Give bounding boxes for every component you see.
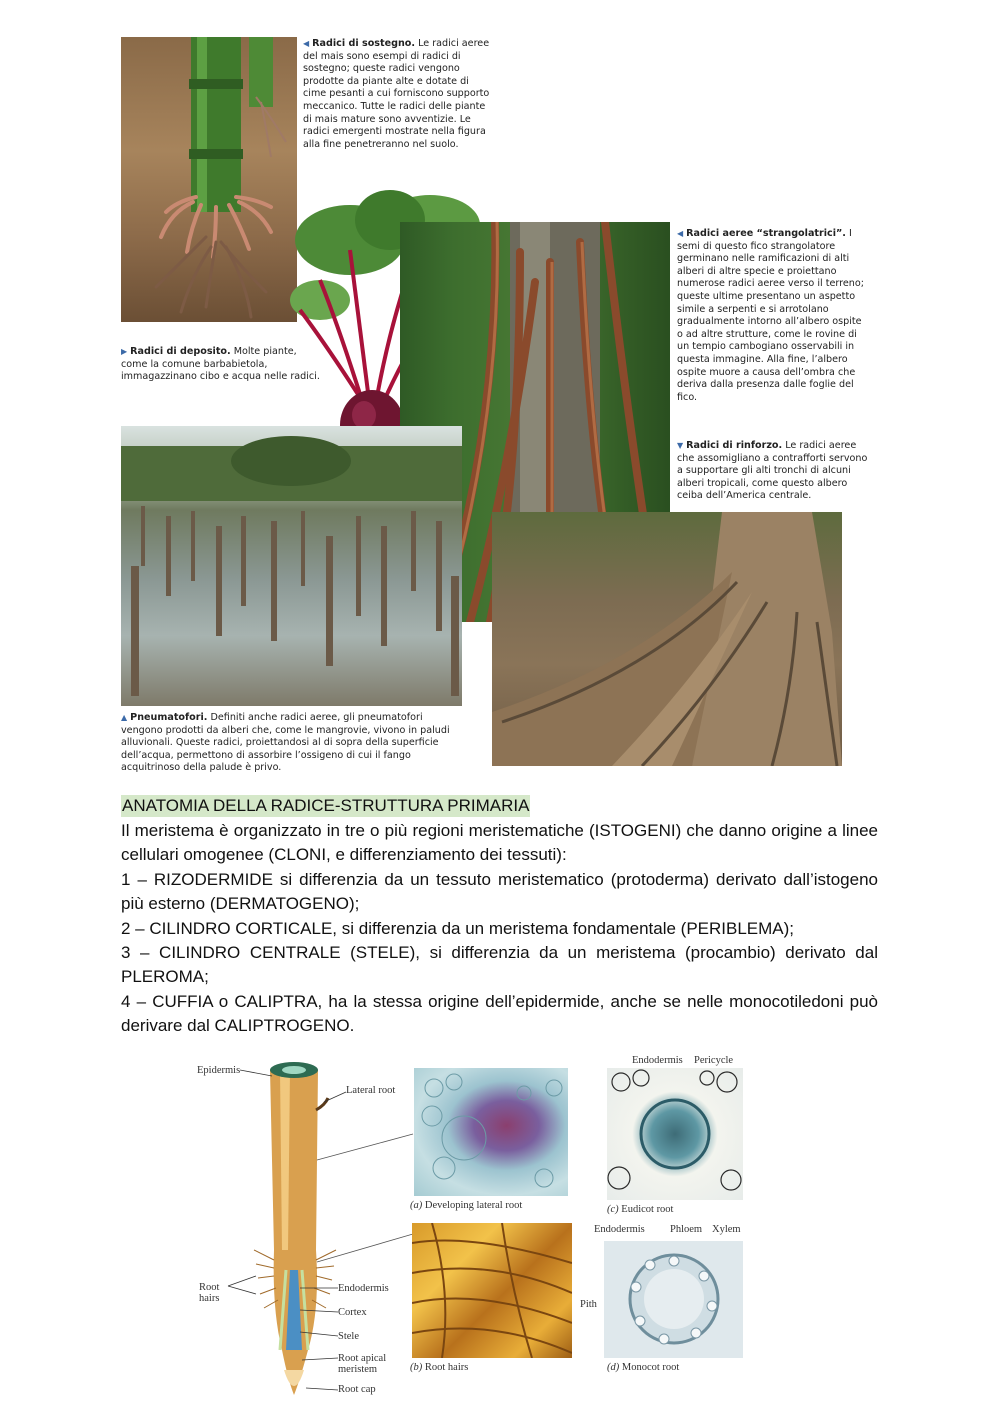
label-pith: Pith xyxy=(580,1299,597,1310)
leader-line xyxy=(322,1090,350,1106)
label-root-cap: Root cap xyxy=(338,1384,376,1395)
label-lateral-root: Lateral root xyxy=(346,1085,396,1096)
label-cortex: Cortex xyxy=(338,1307,367,1318)
caption-d: (d) Monocot root xyxy=(607,1362,680,1373)
intro-paragraph: Il meristema è organizzato in tre o più regioni meristematiche (ISTOGENI) che danno origine a linee cellulari omogenee (CLONI, e differenziamento dei tessuti): xyxy=(121,821,878,865)
label-phloem: Phloem xyxy=(670,1224,703,1235)
prop-roots-illustration xyxy=(121,37,297,322)
list-item: 3 – CILINDRO CENTRALE (STELE), si differenzia da un meristema (procambio) derivato dal PLEROMA; xyxy=(121,943,878,987)
label-stele: Stele xyxy=(338,1331,359,1342)
caption-strangler-roots xyxy=(677,228,869,404)
right-triangle-icon: ▶ xyxy=(121,347,128,356)
leader-line xyxy=(226,1268,260,1298)
label-endodermis-c: Endodermis xyxy=(632,1055,683,1066)
leader-lines xyxy=(300,1280,340,1395)
label-epidermis: Epidermis xyxy=(197,1065,241,1076)
caption-prop-roots xyxy=(303,38,493,151)
caption-text: Definiti anche radici aeree, gli pneumatofori vengono prodotti da alberi che, come le mangrovie, vivono in paludi alluvionali. Queste radici, proiettandosi al di sopra della superficie dell’acqua, permettono di assorbire l’ossigeno di cui il fango acquitrinoso della palude è privo. xyxy=(121,712,450,774)
caption-a: (a) Developing lateral root xyxy=(410,1200,523,1211)
caption-text: Le radici aeree che assomigliano a contrafforti servono a supportare gli alti tronchi di alcuni alberi tropicali, come questo albero ceiba dell’America centrale. xyxy=(677,440,868,502)
caption-title: Radici di deposito. xyxy=(130,346,231,357)
mangrove-photo xyxy=(121,426,462,706)
micrograph-lateral-root xyxy=(414,1068,568,1196)
prop-roots-photo xyxy=(121,37,297,322)
caption-title: Pneumatofori. xyxy=(130,712,208,723)
list-item: 2 – CILINDRO CORTICALE, si differenzia da un meristema fondamentale (PERIBLEMA); xyxy=(121,918,795,938)
section-body xyxy=(121,819,878,1039)
caption-b: (b) Root hairs xyxy=(410,1362,469,1373)
label-endodermis: Endodermis xyxy=(338,1283,389,1294)
buttress-roots-photo xyxy=(492,512,842,766)
up-triangle-icon: ▲ xyxy=(121,713,128,722)
leader-line xyxy=(240,1068,280,1080)
left-triangle-icon: ◀ xyxy=(303,39,310,48)
caption-storage-roots xyxy=(121,346,321,384)
caption-title: Radici di sostegno. xyxy=(312,38,416,49)
cell-pattern xyxy=(607,1068,743,1200)
pointer-lines xyxy=(315,1130,415,1270)
label-pericycle: Pericycle xyxy=(694,1055,734,1066)
caption-title: Radici di rinforzo. xyxy=(686,440,783,451)
down-triangle-icon: ▼ xyxy=(677,441,684,450)
cell-pattern xyxy=(604,1241,743,1358)
caption-text: I semi di questo fico strangolatore germinano nelle ramificazioni di alti alberi di altre specie e proiettano numerose radici aeree verso il terreno; queste ultime presentano un aspetto simile a serpenti e si arrotolano gradualmente intorno all’albero ospite o ad altre strutture, come le rovine di un tempio cambogiano osservabili in questa immagine. Alla fine, l’albero ospite muore a causa dell’ombra che deriva dalla presenza dalle foglie del fico. xyxy=(677,228,864,403)
label-root-hairs: Root hairs xyxy=(199,1282,220,1304)
buttress-roots-illustration xyxy=(492,512,842,766)
section-heading: ANATOMIA DELLA RADICE-STRUTTURA PRIMARIA xyxy=(122,796,530,815)
caption-text: Molte piante, come la comune barbabietola, immagazzinano cibo e acqua nelle radici. xyxy=(121,346,320,383)
caption-c: (c) Eudicot root xyxy=(607,1204,674,1215)
hair-pattern xyxy=(412,1223,572,1358)
list-item: 4 – CUFFIA o CALIPTRA, ha la stessa origine dell’epidermide, anche se nelle monocotiledoni può derivare dal CALIPTROGENO. xyxy=(121,991,878,1036)
micrograph-monocot-root xyxy=(604,1241,743,1358)
caption-buttress-roots xyxy=(677,440,869,503)
mangrove-illustration xyxy=(121,426,462,706)
left-triangle-icon: ◀ xyxy=(677,229,684,238)
micrograph-eudicot-root xyxy=(607,1068,743,1200)
label-xylem: Xylem xyxy=(712,1224,741,1235)
caption-text: Le radici aeree del mais sono esempi di radici di sostegno; queste radici vengono prodotte da piante alte e dotate di cime pesanti a cui forniscono supporto meccanico. Tutte le radici delle piante di mais mature sono avventizie. Le radici emergenti mostrate nella figura alla fine penetreranno nel suolo. xyxy=(303,38,490,150)
list-item: 1 – RIZODERMIDE si differenzia da un tessuto meristematico (protoderma) derivato dall’istogeno più esterno (DERMATOGENO); xyxy=(121,869,878,914)
caption-pneumatophores xyxy=(121,712,461,775)
cell-pattern xyxy=(414,1068,568,1196)
label-root-apical-meristem: Root apical meristem xyxy=(338,1353,387,1375)
caption-title: Radici aeree “strangolatrici”. xyxy=(686,228,846,239)
micrograph-root-hairs xyxy=(412,1223,572,1358)
label-endodermis-d: Endodermis xyxy=(594,1224,645,1235)
